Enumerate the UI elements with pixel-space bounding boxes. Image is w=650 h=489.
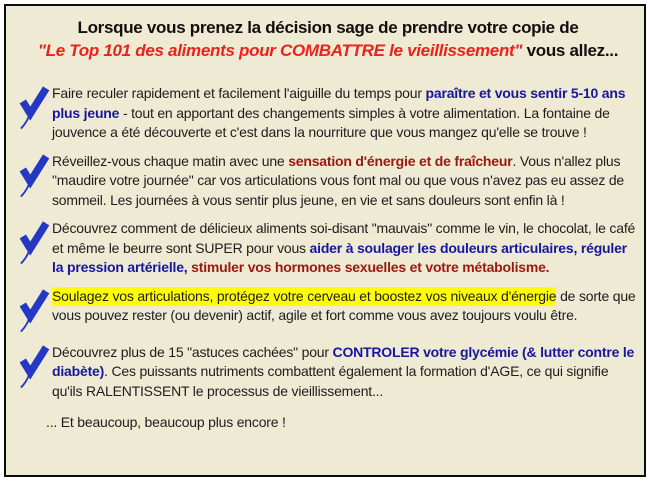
bullet-item-4: [16, 287, 640, 334]
text-segment: de sorte que vous pouvez rester (ou devenir) actif, agile et fort comme vous avez toujours voulu être.: [52, 287, 636, 323]
text-segment: Réveillez-vous chaque matin avec une: [52, 152, 289, 169]
text-segment: Faire reculer rapidement et facilement l'aiguille du temps pour: [52, 85, 426, 101]
headline-line2: [16, 39, 640, 62]
text-segment: Découvrez plus de 15 "astuces cachées" pour: [52, 343, 333, 360]
bullet-text: [52, 343, 640, 402]
checkmark-icon: [16, 152, 52, 211]
text-segment-red: sensation d'énergie et de fraîcheur: [288, 152, 513, 169]
bullet-item-5: [16, 343, 640, 402]
text-segment-blue: CONTROLER votre glycémie (& lutter contre le diabète): [52, 343, 635, 379]
checkmark-icon: [16, 219, 52, 278]
headline-suffix: vous allez...: [522, 41, 619, 60]
sales-letter-box: [4, 4, 646, 477]
benefit-list: [16, 84, 640, 401]
closing-line: ... Et beaucoup, beaucoup plus encore !: [46, 414, 286, 430]
text-segment: Découvrez comment de délicieux aliments soi-disant "mauvais" comme le vin, le chocolat, le café et même le beurre sont SUPER pour vous: [52, 220, 636, 256]
text-segment: . Vous n'allez plus "maudire votre journée" car vos articulations vous font mal ou que vous n'avez pas eu assez de sommeil. Les journées à vous sentir plus jeune, en vie et sans douleurs sont enfin là !: [52, 152, 625, 208]
book-title: "Le Top 101 des aliments pour COMBATTRE le vieillissement": [37, 41, 523, 60]
text-segment: . Ces puissants nutriments combattent également la formation d'AGE, ce qui signifie qu'ils RALENTISSENT le processus de vieillissement...: [52, 363, 609, 399]
text-segment-highlighted: Soulagez vos articulations, protégez votre cerveau et boostez vos niveaux d'énergie: [52, 287, 557, 304]
bullet-text: [52, 84, 640, 143]
bullet-item-1: [16, 84, 640, 143]
text-segment: - tout en apportant des changements simples à votre alimentation. La fontaine de jouvence a été découverte et c'est dans la nourriture que vous mangez qu'elle se trouve !: [52, 104, 610, 140]
checkmark-icon: [16, 287, 52, 334]
headline-line1: Lorsque vous prenez la décision sage de prendre votre copie de: [77, 18, 579, 37]
text-segment-red: stimuler vos hormones sexuelles et votre métabolisme.: [187, 259, 550, 275]
headline: [16, 16, 640, 62]
text-segment-blue: aider à soulager les douleurs articulaires, réguler la pression artérielle,: [52, 239, 627, 275]
bullet-item-2: [16, 152, 640, 211]
checkmark-icon: [16, 84, 52, 143]
checkmark-icon: [16, 343, 52, 402]
bullet-text: [52, 219, 640, 278]
bullet-item-3: [16, 219, 640, 278]
text-segment-blue: paraître et vous sentir 5-10 ans plus jeune: [52, 85, 626, 121]
bullet-text: [52, 287, 640, 334]
bullet-text: [52, 152, 640, 211]
